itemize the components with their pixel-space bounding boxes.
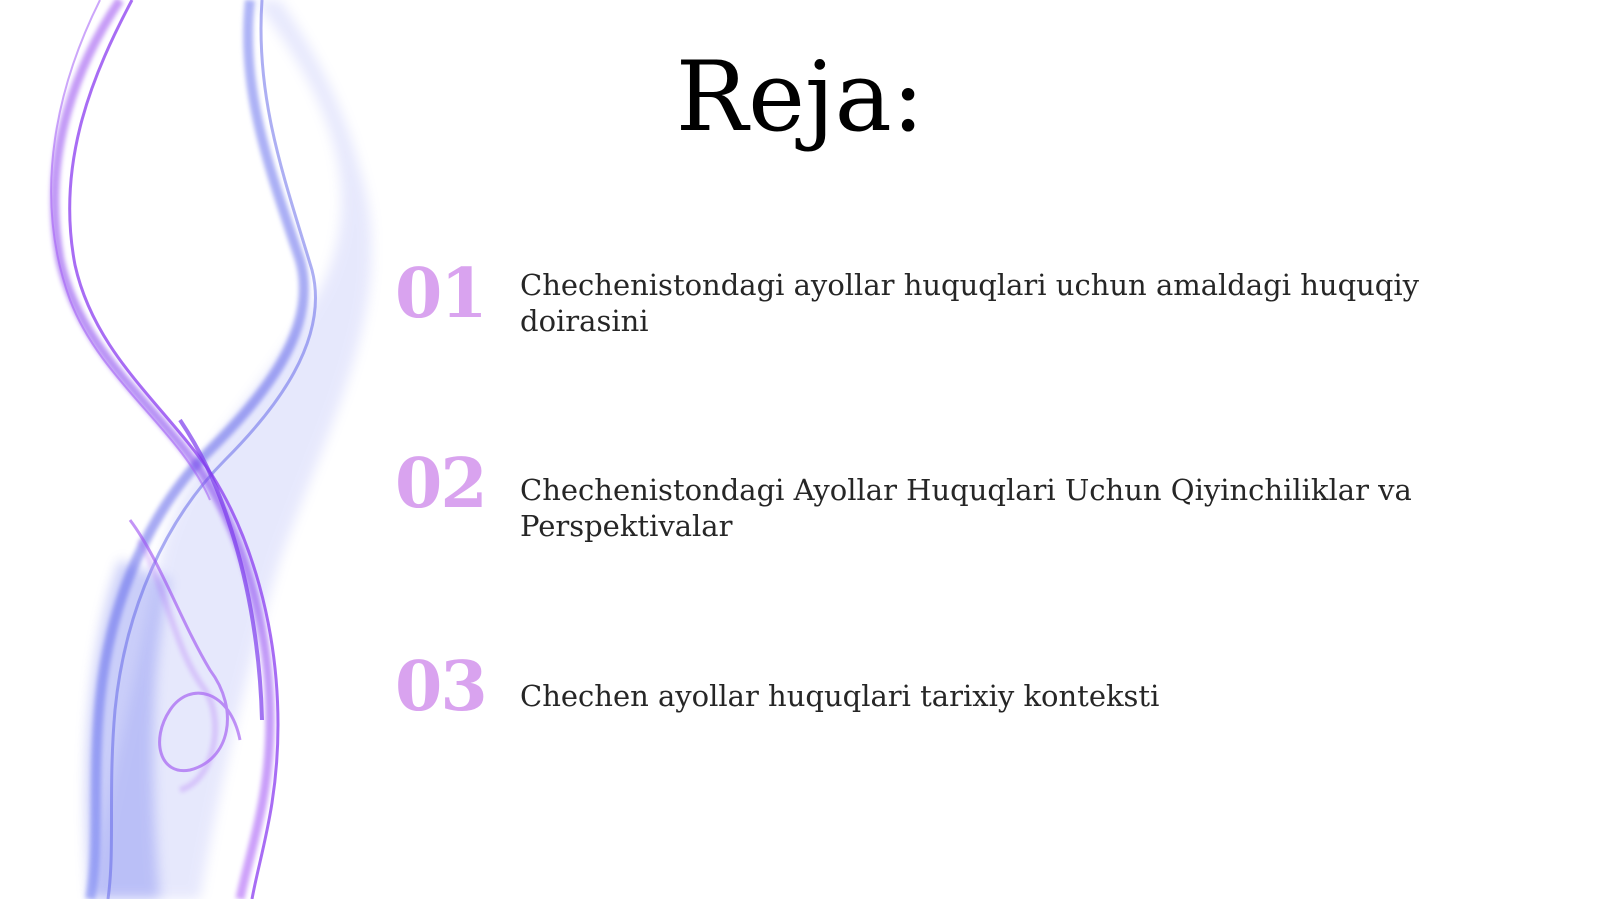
item-number-01: 01 [395, 254, 486, 334]
item-text-02: Chechenistondagi Ayollar Huquqlari Uchun Qiyinchiliklar va Perspektivalar [520, 473, 1412, 543]
item-number-02: 02 [395, 444, 486, 524]
purple-smoke-decoration-icon [0, 0, 400, 899]
item-text-01: Chechenistondagi ayollar huquqlari uchun amaldagi huquqiy doirasini [520, 268, 1420, 338]
slide-title: Reja: [675, 41, 925, 153]
item-number-03: 03 [395, 647, 486, 727]
item-text-03: Chechen ayollar huquqlari tarixiy konteksti [520, 679, 1160, 713]
